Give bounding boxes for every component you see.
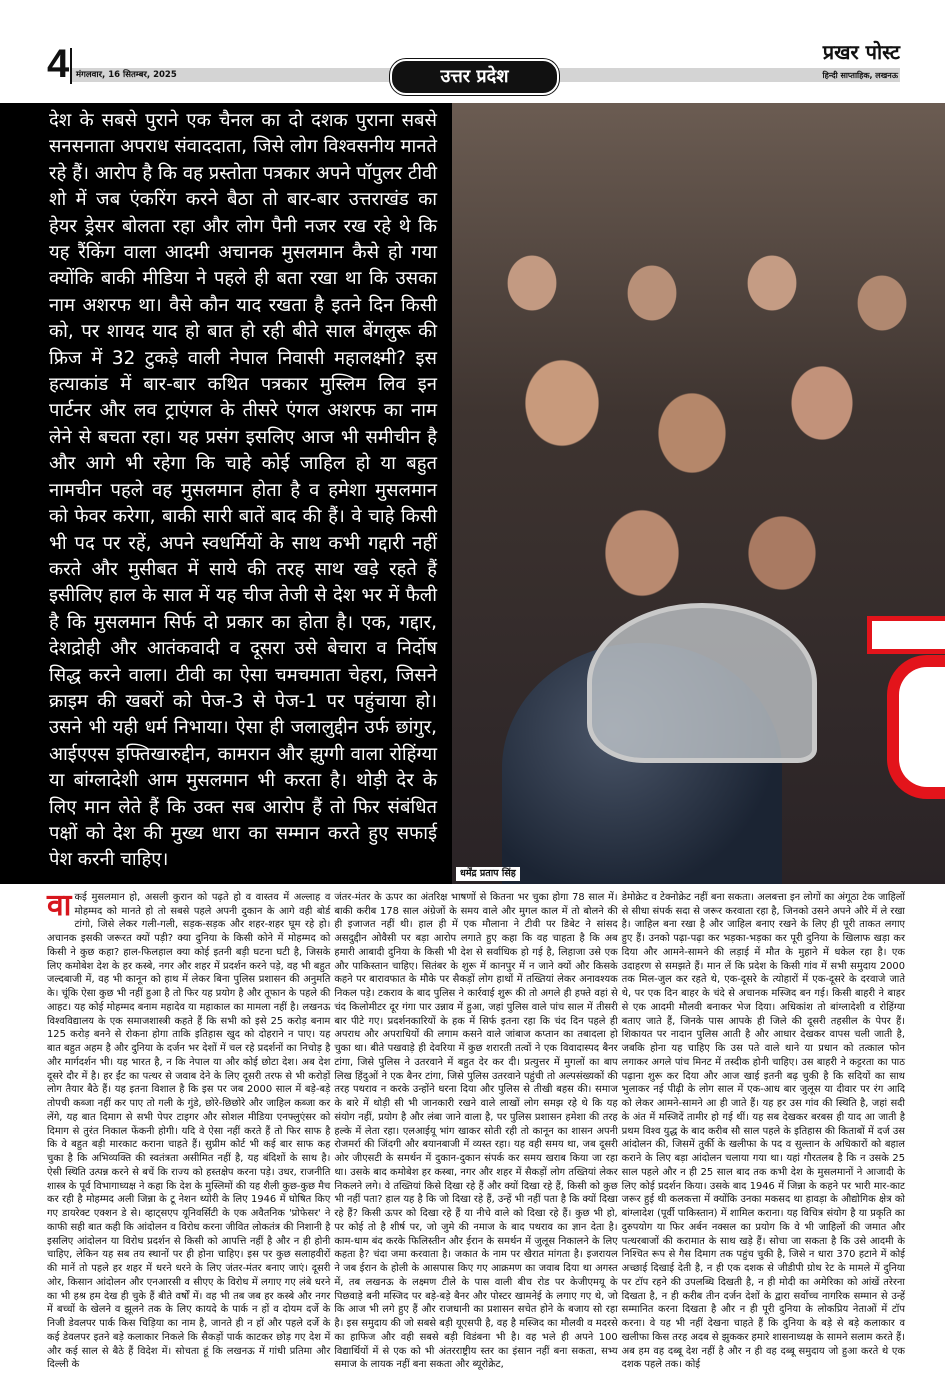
masthead-logo: प्रखर पोस्ट	[822, 40, 900, 64]
page-number: 4	[47, 42, 70, 86]
drop-cap: वा	[47, 887, 72, 923]
section-label: उत्तर प्रदेश	[390, 59, 559, 95]
lead-box	[0, 103, 452, 884]
top-section	[0, 103, 945, 884]
issue-date: मंगलवार, 16 सितम्बर, 2025	[76, 70, 177, 80]
photo-credit: धर्मेंद्र प्रताप सिंह	[456, 867, 520, 881]
column-text: जंतर-मंतर के ऊपर का अंतरिक्ष भाषणों से कितना भर चुका होगा 78 साल में। बाकी करीब 178 साल अंग्रेजों के समय वाले और मुगल काल में तो बोलने की ही इजाजत नहीं थी। हाल ही में एक मौलाना ने टीवी पर डिबेट ने सांसद असदुद्दीन ओवैसी पर बड़ा आरोप लगाते हुए कहा कि वह चाहता है कि अब हमारी आबादी दुनिया के किसी भी देश से सर्वाधिक हो गई है, लिहाजा उसे एक और पाकिस्तान चाहिए। सितंबर के शुरू में कानपुर में न जाने क्यों और किसके कहने पर बारावफात के मौके पर सैकड़ों लोग हाथों में तख्तियां लेकर अनावश्यक निकल पड़े। टकराव के बाद पुलिस ने कार्रवाई शुरू की तो अगले ही हफ्ते वहां से चंद किलोमीटर दूर गंगा पार उन्नाव में हुआ, जहां पुलिस वाले पांच साल में तीसरी बार पीटे गए। प्रदर्शनकारियों के हक में सिर्फ इतना रहा कि चंद दिन पहले ही अपराध और अपराधियों की लगाम कसने वाले जांबाज कप्तान का तबादला हो चुका था। बीते पखवाड़े ही देवरिया में कुछ शरारती तत्वों ने एक विवादास्पद बैनर टांगा, जिसे पुलिस ने उतरवाने में बहुत देर कर दी। प्रत्युत्तर में मुगलों का बाप लिख हिंदुओं ने एक बैनर टांगा, जिसे पुलिस उतरवाने पहुंची तो अल्पसंख्यकों की तरह पथराव न करके उन्होंने धरना दिया और पुलिस से तीखी बहस की। समाज के बारे में थोड़ी सी भी जानकारी रखने वाले लाखों लोग समझ रहे थे कि यह संयोग नहीं, प्रयोग है और लंबा जाने वाला है, पर पुलिस प्रशासन हमेशा की तरह हल्के में लेता रहा। एलआईयू भांग खाकर सोती रही तो कानून का शासन अपनी रोजमर्रा की जिंदगी और बयानबाजी में व्यस्त रहा। यह वही समय था, जब दूसरी ओर जीएसटी के समर्थन में दुकान-दुकान संपर्क कर समय खराब किया जा रहा था। उसके बाद कमोबेश हर कस्बा, नगर और शहर में सैकड़ों लोग तख्तियां लेकर निकलने लगे। वे तख्तियां किसे दिखा रहे हैं और क्यों दिखा रहे हैं, किसी को कुछ भी नहीं पता? हाल यह है कि जो दिखा रहे हैं, उन्हें भी नहीं पता है कि क्यों दिखा रहे हैं? किसी ऊपर को दिखा रहे हैं या नीचे वाले को दिखा रहे हैं। कुछ भी हो, पर कोई तो है शीर्ष पर, जो जुमे की नमाज के बाद पथराव का ज्ञान देता है। काम-धाम बंद करके फिलिस्तीन और ईरान के समर्थन में जुलूस निकालने के लिए कहता है? चंदा जमा करवाता है। जकात के नाम पर खैरात मांगता है। इजरायल ने जब ईरान के होली के आसपास किए गए आक्रमण का जवाब दिया था अगस्त में, तब लखनऊ के लक्ष्मण टीले के पास वाली बीच रोड पर केजीएमयू के पिछवाड़े बनी मस्जिद पर बड़े-बड़े बैनर और पोस्टर खामनेई के लगाए गए थे, जो कि आज भी लगे हुए हैं और राजधानी का प्रशासन सचेत होने के बजाय सो रहा है। इस समुदाय की जो सबसे बड़ी यूएसपी है, वह है मस्जिद का मौलवी व मदरसे का हाफिज और वही सबसे बड़ी विडंबना भी है। वह भले ही अपने 100 विद्यार्थियों में से एक को भी अंतरराष्ट्रीय स्तर का इंसान नहीं बना सकता, सभ्य समाज के लायक नहीं बना सकता और ब्यूरोक्रेट,	[334, 891, 618, 1371]
column-3	[622, 891, 905, 1372]
article-body	[0, 884, 945, 1392]
column-text: डेमोक्रेट व टेक्नोक्रेट नहीं बना सकता। अलबत्ता इन लोगों का अंगूठा टेक जाहिलों से सीधा संपर्क सदा से जरूर करवाता रहा है, जिनको उसने अपने औरे में ले रखा है। जाहिल बना रखा है और जाहिल बनाए रखने के लिए ही पूरी ताकत लगाए हुए हैं। उनको पढ़ा-पढ़ा कर भड़का-भड़का कर पूरी दुनिया के खिलाफ खड़ा कर दिया और आमने-सामने की लड़ाई में मौत के मुहाने में धकेल रहा है। एक उदाहरण से समझते हैं। मान लें कि प्रदेश के किसी गांव में सभी समुदाय 2000 तक मिल-जुल कर रहते थे, एक-दूसरे के त्योहारों में एक-दूसरे के दरवाजे जाते थे, पर एक दिन बाहर के चंदे से अचानक मस्जिद बन गई। किसी बाहरी ने बाहर से एक आदमी मौलवी बनाकर भेज दिया। अधिकांश तो बांग्लादेशी व रोहिंग्या बताए जाते हैं, जिनके पास आपके ही जिले की दूसरी तहसील के पेपर हैं। शिकायत पर नादान पुलिस आती है और आधार देखकर वापस चली जाती है, जबकि होना यह चाहिए कि उस पते वाले थाने या प्रधान को तत्काल फोन लगाकर अगले पांच मिनट में तस्दीक होनी चाहिए। उस बाहरी ने कट्टरता का पाठ पढ़ाना शुरू कर दिया और आज खाई इतनी बढ़ चुकी है कि सदियों का साथ भुलाकर नई पीढ़ी के लोग साल में एक-आध बार जुलूस या दीवार पर रंग आदि को लेकर आमने-सामने आ ही जाते हैं। यह हर उस गांव की स्थिति है, जहां सदी के अंत में मस्जिदें तामीर हो गई थीं। यह सब देखकर बरबस ही याद आ जाती है प्रथम विश्व युद्ध के बाद करीब सौ साल पहले के इतिहास की किताबों में दर्ज उस आंदोलन की, जिसमें तुर्की के खलीफा के पद व सुल्तान के अधिकारों को बहाल कराने के लिए बड़ा आंदोलन चलाया गया था। यहां गौरतलब है कि न उसके 25 साल पहले और न ही 25 साल बाद तक कभी देश के मुसलमानों ने आजादी के लिए कोई प्रदर्शन किया। उसके बाद 1946 में जिन्ना के कहने पर भारी मार-काट जरूर हुई थी कलकत्ता में क्योंकि उनका मकसद था हावड़ा के औद्योगिक क्षेत्र को बांग्लादेश (पूर्वी पाकिस्तान) में शामिल कराना। यह विचित्र संयोग है या प्रकृति का दुरुपयोग या फिर अर्बन नक्सल का प्रयोग कि वे भी जाहिलों की जमात और पत्थरबाजों की करामात के साथ खड़े हैं। सोचा जा सकता है कि उसे आदमी के निश्चित रूप से गैस दिमाग तक पहुंच चुकी है, जिसे न धारा 370 हटाने में कोई अच्छाई दिखाई देती है, न ही एक दशक से जीडीपी ग्रोथ रेट के मामले में दुनिया पर टॉप रहने की उपलब्धि दिखती है, न ही मोदी का अमेरिका को आंखें तरेरना दिखता है, न ही करीब तीन दर्जन देशों के द्वारा सर्वोच्च नागरिक सम्मान से उन्हें सम्मानित करना दिखता है और न ही पूरी दुनिया के लोकप्रिय नेताओं में टॉप करना। वे यह भी नहीं देखना चाहते हैं कि दुनिया के बड़े से बड़े कलाकार व खलीफा किस तरह अदब से झुककर हमारे शासनाध्यक्ष के सामने सलाम करते हैं। अब हम वह दब्बू देश नहीं है और न ही वह दब्बू समुदाय जो हुआ करते थे एक दशक पहले तक। कोई	[621, 891, 905, 1371]
column-1	[47, 887, 331, 1372]
lead-paragraph: देश के सबसे पुराने एक चैनल का दो दशक पुराना सबसे सनसनाता अपराध संवाददाता, जिसे लोग विश्वसनीय मानते रहे हैं। आरोप है कि वह प्रस्तोता पत्रकार अपने पॉपुलर टीवी शो में जब एंकरिंग करने बैठा तो बार-बार उत्तराखंड का हेयर ड्रेसर बोलता रहा और लोग पैनी नजर रख रहे थे कि यह रैंकिंग वाला आदमी अचानक मुसलमान कैसे हो गया क्योंकि बाकी मीडिया ने पहले ही बता रखा था कि उसका नाम अशरफ था। वैसे कौन याद रखता है इतने दिन किसी को, पर शायद याद हो बात हो रही बीते साल बेंगलुरू की फ्रिज में 32 टुकड़े वाली नेपाल निवासी महालक्ष्मी? इस हत्याकांड में बार-बार कथित पत्रकार मुस्लिम लिव इन पार्टनर और लव ट्राएंगल के तीसरे एंगल अशरफ का नाम लेने से बचता रहा। यह प्रसंग इसलिए आज भी समीचीन है और आगे भी रहेगा कि चाहे कोई जाहिल हो या बहुत नामचीन पहले वह मुसलमान होता है व हमेशा मुसलमान को फेवर करेगा, बाकी सारी बातें बाद की हैं। वे चाहे किसी भी पद पर रहें, अपने स्वधर्मियों के साथ कभी गद्दारी नहीं करते और मुसीबत में साये की तरह साथ खड़े रहते हैं इसीलिए हाल के साल में यह चीज तेजी से देश भर में फैली है कि मुसलमान सिर्फ दो प्रकार का होता है। एक, गद्दार, देशद्रोही और आतंकवादी व दूसरा उसे बेचारा व निर्दोष सिद्ध करने वाला। टीवी का ऐसा चमचमाता चेहरा, जिसने क्राइम की खबरों को पेज-3 से पेज-1 पर पहुंचाया हो। उसने भी यही धर्म निभाया। ऐसा ही जलालुद्दीन उर्फ छांगुर, आईएएस इफ्तिखारुद्दीन, कामरान और झुग्गी वाला रोहिंग्या या बांग्लादेशी आम मुसलमान भी करता है। थोड़ी देर के लिए मान लेते हैं कि उक्त सब आरोप हैं तो फिर संबंधित पक्षों को देश की मुख्य धारा का सम्मान करते हुए सफाई पेश करनी चाहिए।	[49, 110, 437, 871]
page-header	[0, 0, 945, 103]
red-graphic	[867, 616, 945, 654]
column-2	[334, 891, 617, 1372]
red-graphic	[887, 655, 945, 799]
column-text: कई मुसलमान हो, असली कुरान को पढ़ते हो व वास्तव में अल्लाह व मोहम्मद को मानते हो तो सबसे पहले अपनी दुकान के आगे वही बोर्ड टांगो, जिसे लेकर गली-गली, सड़क-सड़क और शहर-शहर घूम रहे हो। अचानक इसकी जरूरत क्यों पड़ी? क्या दुनिया के किसी कोने में मोहम्मद को किसी ने कुछ कहा? हाल-फिलहाल क्या कोई इतनी बड़ी घटना घटी है, जिसके लिए कमोबेश देश के हर कस्बे, नगर और शहर में प्रदर्शन करने पड़े, वह भी बहुत जल्दबाजी में, वह भी कानून को हाथ में लेकर बिना पुलिस प्रशासन की अनुमति के। चूंकि ऐसा कुछ भी नहीं हुआ है तो फिर यह प्रयोग है और तूफान के पहले की आहट। यह कोई मोहम्मद बनाम महादेव या महाकाल का मामला नहीं है। लखनऊ विश्वविद्यालय के एक समाजशास्त्री कहते हैं कि सभी को इसे 25 करोड़ बनाम 125 करोड़ बनने से रोकना होगा ताकि इतिहास खुद को दोहराने न पाए। यह बात बहुत अहम है और दुनिया के दर्जन भर देशों में चल रहे प्रदर्शनों का निचोड़ है और मार्गदर्शन भी। यह भारत है, न कि नेपाल या और कोई छोटा देश। अब देश दूसरे दौर में है। हर ईंट का पत्थर से जवाब देने के लिए दूसरी तरफ से भी करोड़ों लोग तैयार बैठे हैं। यह इतना विशाल है कि इस पर जब 2000 साल में बड़े-बड़े तोपची कब्जा नहीं कर पाए तो गली के गुंडे, छोरे-छिछोरे और जाहिल कब्जा कर लेंगे, यह बात दिमाग से सभी पेपर टाइगर और सोशल मीडिया एनफ्लुएंसर को दिमाग से तुरंत निकाल फेंकनी होगी। यदि वे ऐसा नहीं करते हैं तो फिर साफ है कि वे बहुत बड़ी मारकाट कराना चाहते हैं। सुप्रीम कोर्ट भी कई बार साफ कह चुका है कि अभिव्यक्ति की स्वतंत्रता असीमित नहीं है, यह बंदिशों के साथ है। ऐसी स्थिति उत्पन्न करने से बचें कि राज्य को हस्तक्षेप करना पड़े। उधर, राजनीति शास्त्र के पूर्व विभागाध्यक्ष ने कहा कि देश के मुस्लिमों की यह शैली कुछ-कुछ मैच कर रही है मोहम्मद अली जिन्ना के टू नेशन थ्योरी के लिए 1946 में घोषित किए गए डायरेक्ट एक्शन डे से। व्हाट्सएप यूनिवर्सिटी के एक अवैतनिक 'प्रोफेसर' ने काफी सही बात कही कि आंदोलन व विरोध करना जीवित लोकतंत्र की निशानी है इसलिए आंदोलन या विरोध प्रदर्शन से किसी को आपत्ति नहीं है और न ही होनी चाहिए, लेकिन यह सब तय स्थानों पर ही होना चाहिए। इस पर कुछ सलाहवीरों की मानें तो पहले हर शहर में धरने धरने के लिए जंतर-मंतर बनाए जाएं। दूसरी ओर, किसान आंदोलन और एनआरसी व सीएए के विरोध में लगाए गए लंबे धरने का भी हश्र हम देख ही चुके हैं बीते वर्षों में। वह भी तब जब हर कस्बे और नगर में बच्चों के खेलने व झूलने तक के लिए कायदे के पार्क न हों व दोयम दर्जे के निजी डेवलपर पार्क किस चिड़िया का नाम है, जानते ही न हों और पहले दर्जे के कई डेवलपर इतने बड़े कलाकार निकले कि सैकड़ों पार्क काटकर छोड़ गए देश में और कई साल से बैठे हैं विदेश में। सोचता हूं कि लखनऊ में गांधी प्रतिमा और दिल्ली के	[47, 891, 331, 1371]
crowd-photo	[452, 103, 945, 884]
helmet-visor	[587, 603, 817, 763]
masthead-subtitle: हिन्दी साप्ताहिक, लखनऊ	[822, 71, 898, 80]
